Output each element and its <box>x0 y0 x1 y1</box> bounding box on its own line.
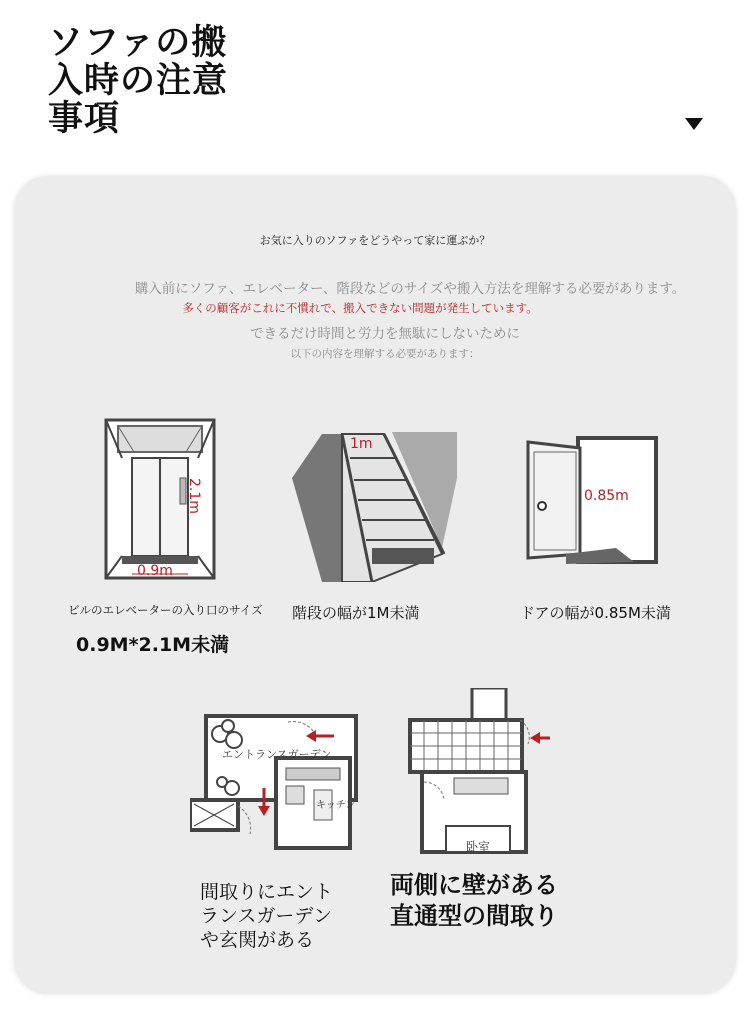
intro-line-3: できるだけ時間と労力を無駄にしないために <box>250 326 520 342</box>
intro-line-1: 購入前にソファ、エレベーター、階段などのサイズや搬入方法を理解する必要があります。 <box>134 281 686 297</box>
kitchen-label: キッチン <box>316 800 356 811</box>
stairs-illustration <box>292 428 462 582</box>
elevator-width-label: 0.9m <box>137 563 173 579</box>
elevator-value: 0.9M*2.1M未満 <box>76 634 230 656</box>
triangle-down-icon <box>684 116 704 132</box>
stairs-caption: 階段の幅が1M未満 <box>292 604 420 622</box>
corridor-caption: 両側に壁がある直通型の間取り <box>390 871 558 930</box>
page-title: ソファの搬入時の注意事項 <box>48 23 229 139</box>
corridor-floorplan-illustration <box>404 688 554 856</box>
entrance-caption: 間取りにエントランスガーデンや玄関がある <box>200 881 334 951</box>
entrance-garden-label: エントランスガーデン <box>222 748 332 761</box>
intro-line-2: 多くの顧客がこれに不慣れで、搬入できない問題が発生しています。 <box>182 301 538 315</box>
door-width-label: 0.85m <box>584 488 629 504</box>
elevator-height-label: 2.1m <box>186 478 202 514</box>
intro-question: お気に入りのソファをどうやって家に運ぶか？ <box>259 234 491 247</box>
bedroom-label: 卧室 <box>466 840 491 854</box>
stairs-width-label: 1m <box>350 436 373 452</box>
info-panel <box>14 176 736 994</box>
elevator-caption: ビルのエレベーターの入り口のサイズ <box>68 603 263 617</box>
door-caption: ドアの幅が0.85M未満 <box>520 604 671 622</box>
intro-line-4: 以下の内容を理解する必要があります： <box>290 348 480 360</box>
entrance-floorplan-illustration <box>190 712 370 860</box>
